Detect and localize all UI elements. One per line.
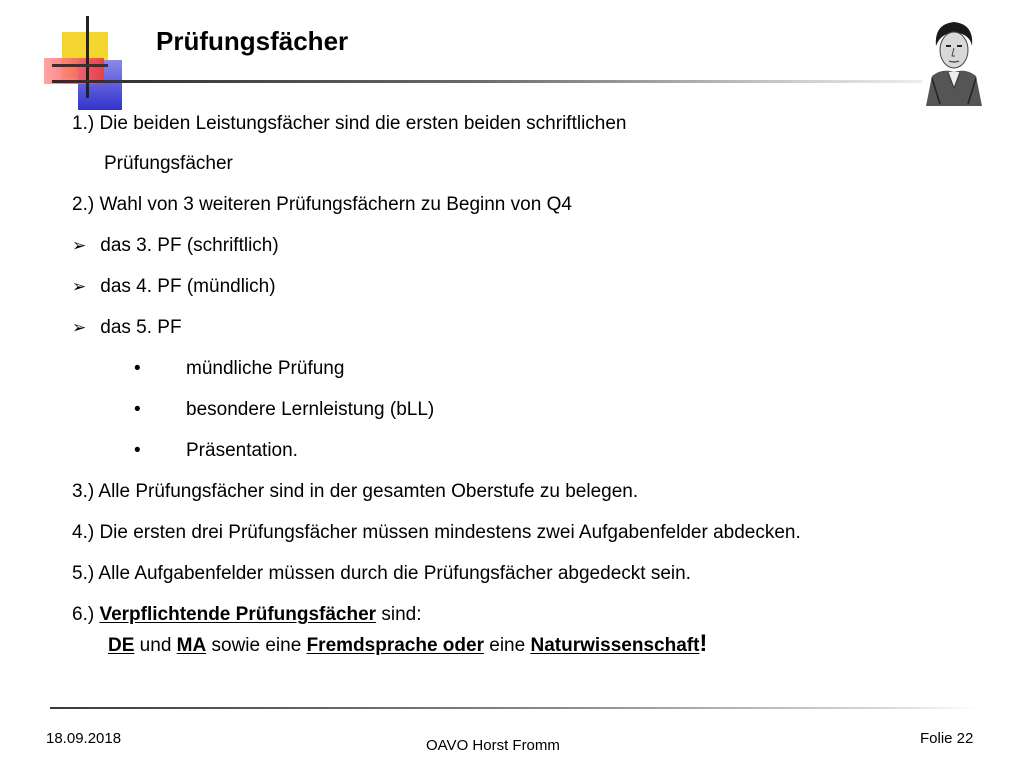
text-sowie: sowie eine [206,635,307,656]
arrow-bullet-icon: ➢ [72,318,87,337]
pf5-option-1 [134,357,344,381]
sub-item-pf5 [72,316,182,340]
text-eine: eine [483,635,531,656]
arrow-bullet-icon: ➢ [72,236,87,255]
option-1-text: mündliche Prüfung [186,358,345,379]
item-5: 5.) Alle Aufgabenfelder müssen durch die Prüfungsfächer abgedeckt sein. [72,563,691,584]
pf5-option-2 [134,398,434,422]
bullet-dot-icon: • [134,358,141,379]
item-1-line-1: 1.) Die beiden Leistungsfächer sind die ersten beiden schriftlichen [72,113,627,134]
bullet-dot-icon: • [134,399,141,420]
item-2: 2.) Wahl von 3 weiteren Prüfungsfächern zu Beginn von Q4 [72,194,572,215]
bullet-dot-icon: • [134,440,141,461]
option-3-text: Präsentation. [186,440,298,461]
pf3-text: das 3. PF (schriftlich) [100,235,279,256]
item-4: 4.) Die ersten drei Prüfungsfächer müssen mindestens zwei Aufgabenfelder abdecken. [72,522,801,543]
slide-title: Prüfungsfächer [156,26,349,56]
option-2-text: besondere Lernleistung (bLL) [186,399,435,420]
item-6-emphasis: Verpflichtende Prüfungsfächer [99,604,377,625]
item-6-detail [108,632,707,658]
logo-vertical-line [86,16,89,98]
footer-author: OAVO Horst Fromm [426,737,560,754]
footer-slide-number: Folie 22 [920,730,974,747]
subject-naturwissenschaft: Naturwissenschaft [530,635,700,656]
pf5-text: das 5. PF [100,317,182,338]
exclamation: ! [699,630,708,657]
pf4-text: das 4. PF (mündlich) [100,276,276,297]
portrait-image [922,16,986,106]
sub-item-pf4 [72,275,276,299]
title-divider [52,80,992,83]
item-1-line-2: Prüfungsfächer [104,153,233,174]
subject-fremdsprache: Fremdsprache oder [306,635,484,656]
pf5-option-3 [134,439,298,463]
subject-de: DE [108,635,135,656]
item-6-suffix: sind: [376,604,422,625]
footer-date: 18.09.2018 [46,730,122,747]
logo-horizontal-line [52,64,108,67]
footer-divider [50,707,980,709]
item-6-prefix: 6.) [72,604,100,625]
subject-ma: MA [176,635,207,656]
item-6 [72,603,422,627]
text-und: und [134,635,177,656]
item-3: 3.) Alle Prüfungsfächer sind in der gesamten Oberstufe zu belegen. [72,481,639,502]
sub-item-pf3 [72,234,279,258]
arrow-bullet-icon: ➢ [72,277,87,296]
